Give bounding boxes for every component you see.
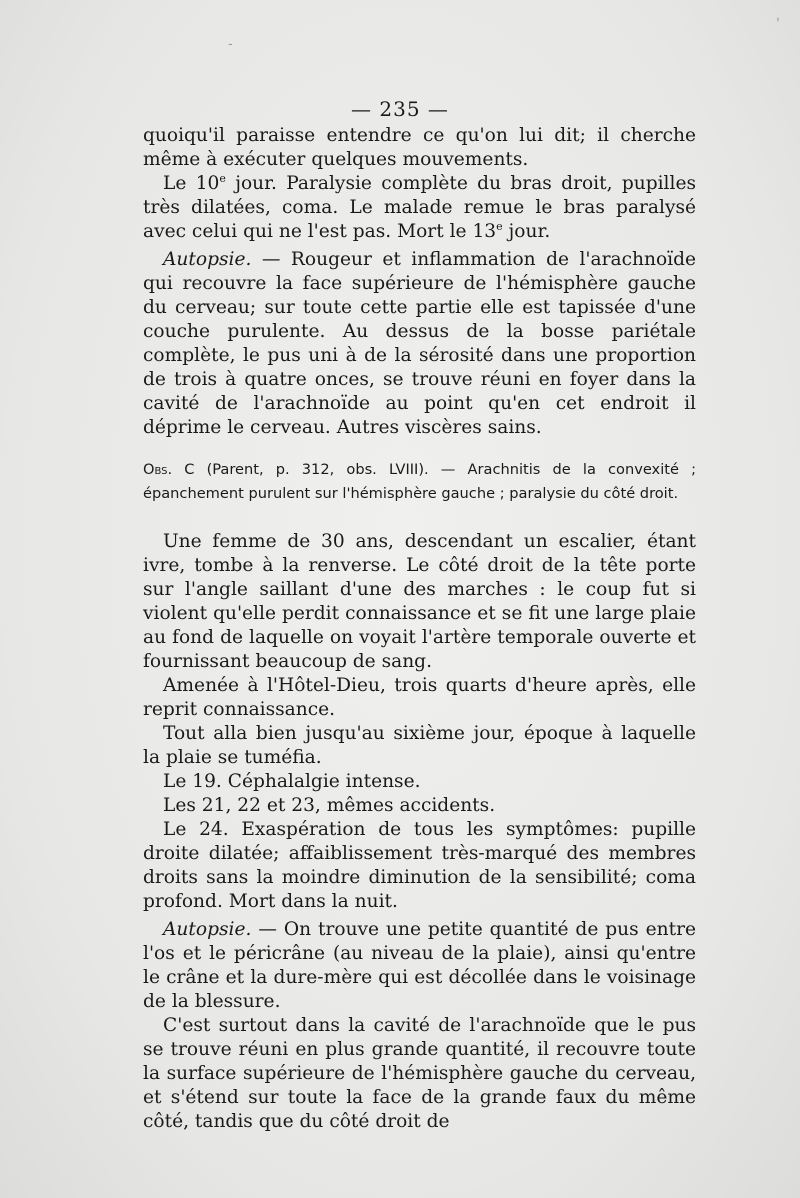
text-run: — Rougeur et inflammation de l'arachnoïde qui recouvre la face supérieure de l'hémisphère gauche du cerveau; sur toute cette partie elle est tapissée d'une couche purulente. Au dessus de la bosse pariétale complète, le pus uni à de la sérosité dans une proportion de trois à quatre onces, se trouve réuni en foyer dans la cavité de l'arachnoïde au point qu'en cet endroit il déprime le cerveau. Autres viscères sains. (143, 249, 696, 438)
autopsie-label: Autopsie. (163, 249, 252, 270)
paragraph (143, 918, 696, 1014)
text-run: — On trouve une petite quantité de pus entre l'os et le péricrâne (au niveau de la plaie), ainsi qu'entre le crâne et la dure-mère qui est décollée dans le voisinage de la blessure. (143, 919, 696, 1012)
paragraph: Amenée à l'Hôtel-Dieu, trois quarts d'heure après, elle reprit connaissance. (143, 675, 696, 720)
page-speck: - (228, 36, 233, 52)
superscript: e (496, 219, 503, 233)
page-speck: ' (776, 16, 780, 32)
text-run: Le 10 (163, 173, 220, 194)
autopsie-label: Autopsie. (163, 919, 252, 940)
paragraph: C'est surtout dans la cavité de l'arachnoïde que le pus se trouve réuni en plus grande quantité, il recouvre toute la surface supérieure de l'hémisphère gauche du cerveau, et s'étend sur toute la face de la grande faux du même côté, tandis que du côté droit de (143, 1015, 696, 1132)
paragraph (143, 248, 696, 440)
observation-title: (Parent, p. 312, obs. LVIII). — Arachnitis de la convexité ; épanchement purulent sur l'hémisphère gauche ; paralysie du côté droit. (143, 461, 696, 502)
paragraph: Tout alla bien jusqu'au sixième jour, époque à laquelle la plaie se tuméfia. (143, 723, 696, 768)
paragraph (143, 172, 696, 244)
paragraph: quoiqu'il paraisse entendre ce qu'on lui dit; il cherche même à exécuter quelques mouvements. (143, 125, 696, 170)
paragraph: Une femme de 30 ans, descendant un escalier, étant ivre, tombe à la renverse. Le côté droit de la tête porte sur l'angle saillant d'une des marches : le coup fut si violent qu'elle perdit connaissance et se fit une large plaie au fond de laquelle on voyait l'artère temporale ouverte et fournissant beaucoup de sang. (143, 531, 696, 672)
body-text (143, 124, 696, 1134)
paragraph: Les 21, 22 et 23, mêmes accidents. (163, 795, 496, 816)
text-run: jour. Paralysie complète du bras droit, pupilles très dilatées, coma. Le malade remue le bras paralysé avec celui qui ne l'est pas. Mort le 13 (143, 173, 696, 242)
paragraph: Le 24. Exaspération de tous les symptômes: pupille droite dilatée; affaiblissement très-marqué des membres droits sans la moindre diminution de la sensibilité; coma profond. Mort dans la nuit. (143, 819, 696, 912)
observation-label: Obs. C (143, 461, 195, 478)
paragraph: Le 19. Céphalalgie intense. (163, 771, 421, 792)
superscript: e (219, 171, 226, 185)
text-run: jour. (502, 221, 551, 242)
observation-heading (143, 458, 696, 506)
page-number: — 235 — (351, 97, 449, 121)
